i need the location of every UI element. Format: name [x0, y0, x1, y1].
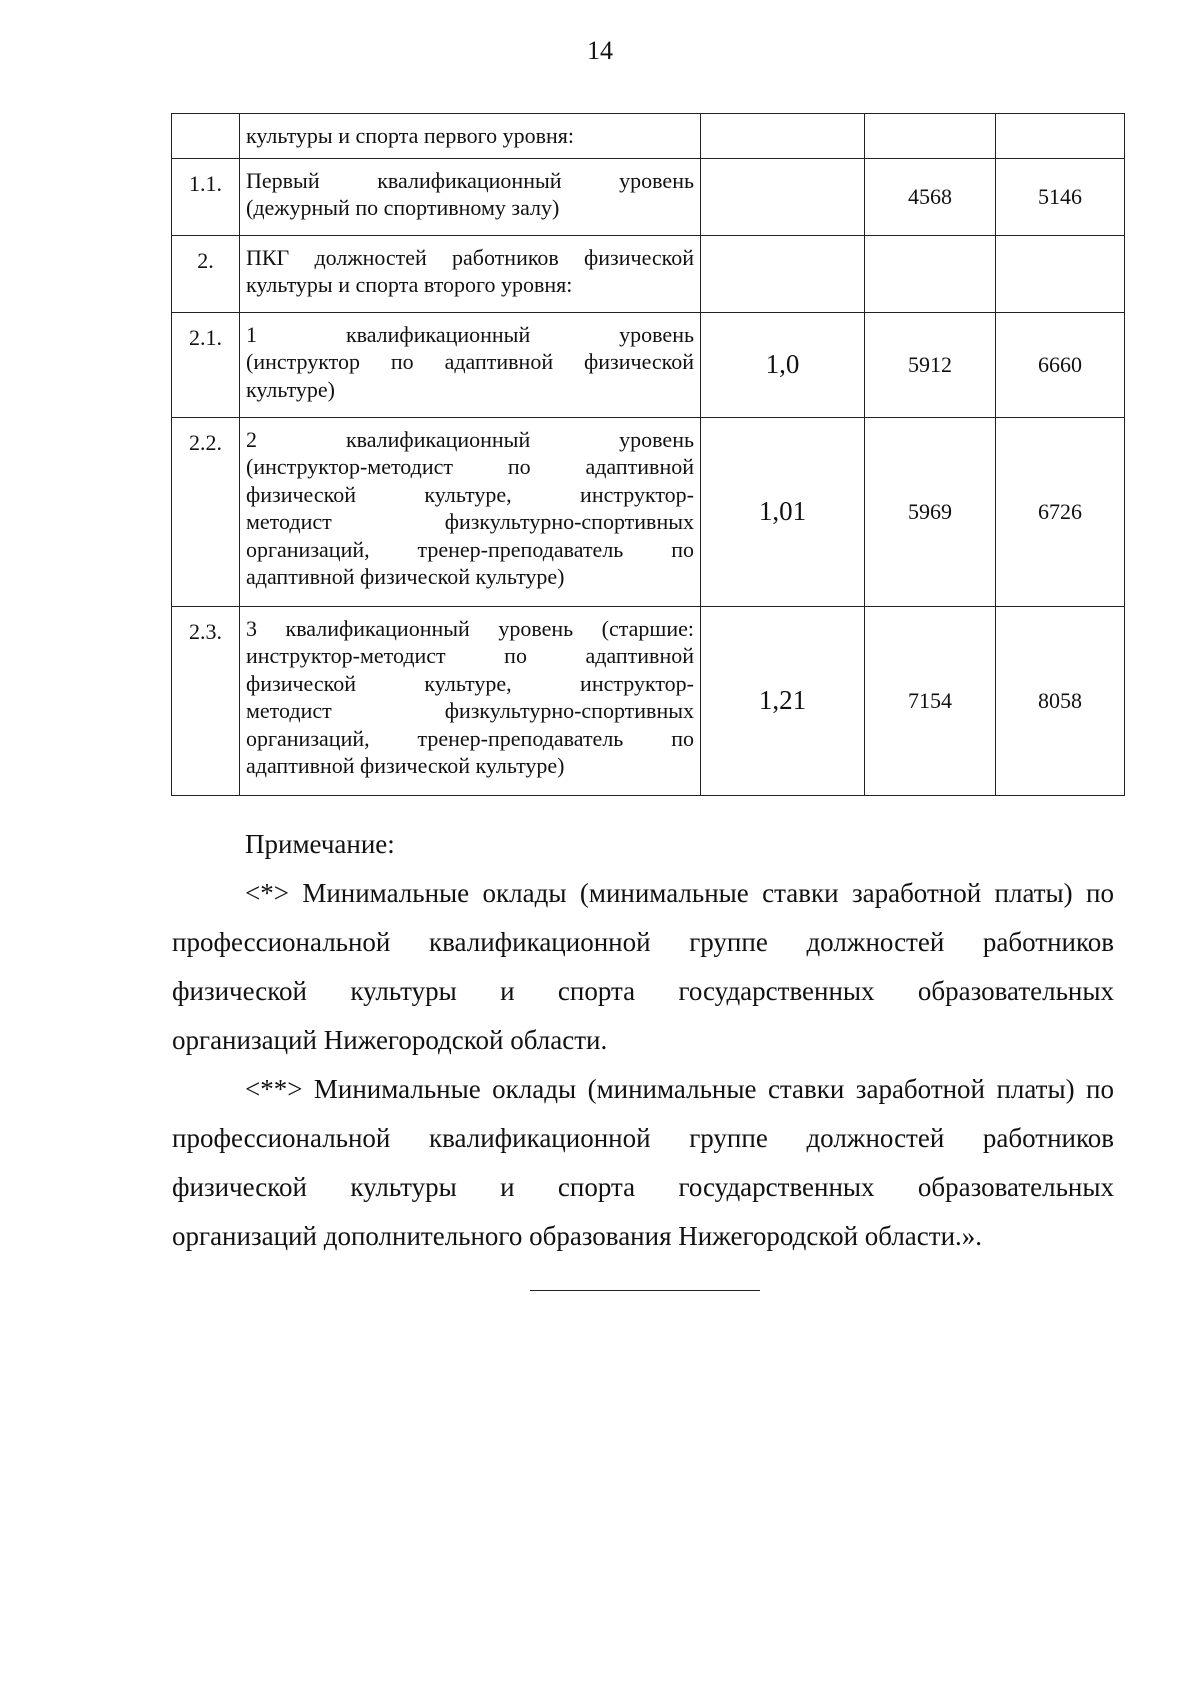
table-row	[172, 158, 1125, 235]
position-name-line: адаптивной физической культуре)	[246, 753, 565, 778]
position-name-line: организаций, тренер-преподаватель по	[246, 725, 694, 751]
position-name-line: 3 квалификационный уровень (старшие:	[246, 615, 694, 641]
position-name-line: методист физкультурно-спортивных	[246, 698, 694, 723]
salary-value-2: 6726	[996, 417, 1125, 606]
note-line: <*> Минимальные оклады (минимальные ставки заработной платы) по	[245, 878, 1114, 908]
row-number: 2.3.	[172, 606, 240, 795]
salary-value-2: 5146	[996, 158, 1125, 235]
position-name-line: культуры и спорта второго уровня:	[246, 272, 573, 297]
position-name-line: физической культуре, инструктор-	[246, 670, 694, 696]
row-number	[172, 114, 240, 159]
row-number: 2.	[172, 235, 240, 312]
coefficient-cell: 1,0	[701, 312, 865, 417]
salary-value-2	[996, 235, 1125, 312]
table-row	[172, 417, 1125, 606]
position-name-line: (инструктор-методист по адаптивной	[246, 454, 694, 479]
position-name	[240, 158, 701, 235]
position-name-line: 1 квалификационный уровень	[246, 321, 694, 347]
position-name-line: (инструктор по адаптивной физической	[246, 349, 694, 374]
end-divider	[530, 1290, 760, 1291]
position-name	[240, 235, 701, 312]
coefficient-cell: 1,21	[701, 606, 865, 795]
position-name	[240, 417, 701, 606]
position-name	[240, 606, 701, 795]
coefficient-cell: 1,01	[701, 417, 865, 606]
coefficient-cell	[701, 235, 865, 312]
note-paragraph	[172, 869, 1114, 1065]
position-name-line: культуре)	[246, 376, 335, 402]
coefficient-cell	[701, 114, 865, 159]
salary-value-1: 5969	[865, 417, 996, 606]
position-name-line: адаптивной физической культуре)	[246, 564, 565, 589]
position-name-line: 2 квалификационный уровень	[246, 426, 694, 452]
table-row	[172, 114, 1125, 159]
position-name-line: методист физкультурно-спортивных	[246, 509, 694, 534]
row-number: 2.2.	[172, 417, 240, 606]
salary-value-1: 5912	[865, 312, 996, 417]
position-name-line: организаций, тренер-преподаватель по	[246, 536, 694, 562]
salary-table	[171, 113, 1125, 796]
position-name-line: культуры и спорта первого уровня:	[246, 123, 575, 148]
position-name-line: Первый квалификационный уровень	[246, 167, 694, 193]
note-line: <**> Минимальные оклады (минимальные ставки заработной платы) по	[245, 1074, 1114, 1104]
salary-value-1	[865, 235, 996, 312]
position-name-line: физической культуре, инструктор-	[246, 481, 694, 507]
note-line: организаций дополнительного образования Нижегородской области.».	[172, 1221, 983, 1251]
salary-value-1	[865, 114, 996, 159]
salary-value-1: 7154	[865, 606, 996, 795]
notes-title: Примечание:	[245, 829, 395, 859]
position-name-line: инструктор-методист по адаптивной	[246, 643, 694, 668]
salary-value-2: 8058	[996, 606, 1125, 795]
position-name-line: (дежурный по спортивному залу)	[246, 195, 560, 220]
row-number: 2.1.	[172, 312, 240, 417]
position-name-line: ПКГ должностей работников физической	[246, 244, 694, 270]
note-line: профессиональной квалификационной группе должностей работников	[172, 1123, 1114, 1153]
salary-value-2	[996, 114, 1125, 159]
salary-value-2: 6660	[996, 312, 1125, 417]
note-line: профессиональной квалификационной группе должностей работников	[172, 927, 1114, 957]
position-name	[240, 312, 701, 417]
table-row	[172, 606, 1125, 795]
row-number: 1.1.	[172, 158, 240, 235]
salary-value-1: 4568	[865, 158, 996, 235]
notes-section	[172, 820, 1114, 1261]
table-row	[172, 312, 1125, 417]
note-line: организаций Нижегородской области.	[172, 1025, 608, 1055]
note-line: физической культуры и спорта государственных образовательных	[172, 976, 1114, 1006]
position-name	[240, 114, 701, 159]
note-line: физической культуры и спорта государственных образовательных	[172, 1172, 1114, 1202]
page-number: 14	[587, 36, 613, 65]
table-row	[172, 235, 1125, 312]
note-paragraph	[172, 1065, 1114, 1261]
coefficient-cell	[701, 158, 865, 235]
